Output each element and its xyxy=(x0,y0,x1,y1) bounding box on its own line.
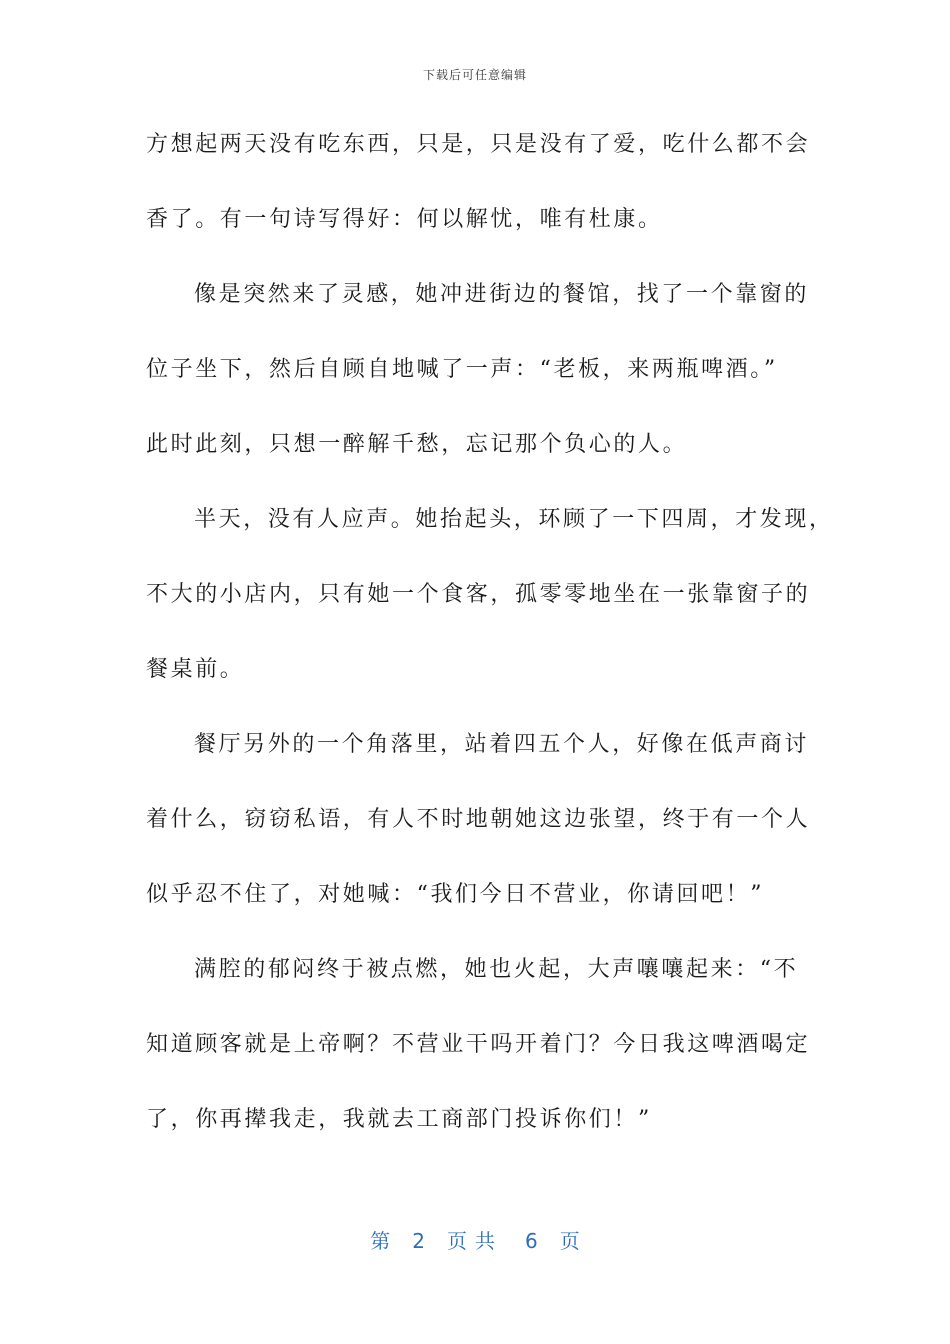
page-footer xyxy=(0,1225,950,1254)
text-line: 知道顾客就是上帝啊？不营业干吗开着门？今日我这啤酒喝定 xyxy=(146,1032,811,1057)
footer-total-pages: 6 xyxy=(525,1229,538,1253)
text-line: 此时此刻，只想一醉解千愁，忘记那个负心的人。 xyxy=(146,432,688,457)
footer-middle: 页共 xyxy=(447,1229,503,1253)
paragraph-start-line: 餐厅另外的一个角落里，站着四五个人，好像在低声商讨 xyxy=(194,732,810,757)
paragraph-start-line: 满腔的郁闷终于被点燃，她也火起，大声嚷嚷起来：“不 xyxy=(194,957,799,982)
text-line: 不大的小店内，只有她一个食客，孤零零地坐在一张靠窗子的 xyxy=(146,582,811,607)
paragraph-start-line: 像是突然来了灵感，她冲进街边的餐馆，找了一个靠窗的 xyxy=(194,282,810,307)
footer-current-page: 2 xyxy=(412,1229,425,1253)
text-line: 方想起两天没有吃东西，只是，只是没有了爱，吃什么都不会 xyxy=(146,132,811,157)
paragraph-start-line: 半天，没有人应声。她抬起头，环顾了一下四周，才发现， xyxy=(194,507,834,532)
text-line: 了，你再撵我走，我就去工商部门投诉你们！” xyxy=(146,1107,652,1132)
text-line: 着什么，窃窃私语，有人不时地朝她这边张望，终于有一个人 xyxy=(146,807,811,832)
footer-prefix: 第 xyxy=(370,1229,391,1253)
text-line: 香了。有一句诗写得好：何以解忧，唯有杜康。 xyxy=(146,207,663,232)
page-header-note: 下载后可任意编辑 xyxy=(422,68,527,82)
text-line: 位子坐下，然后自顾自地喊了一声：“老板，来两瓶啤酒。” xyxy=(146,357,778,382)
text-line: 似乎忍不住了，对她喊：“我们今日不营业，你请回吧！” xyxy=(146,882,765,907)
footer-suffix: 页 xyxy=(559,1229,580,1253)
text-line: 餐桌前。 xyxy=(146,657,245,682)
